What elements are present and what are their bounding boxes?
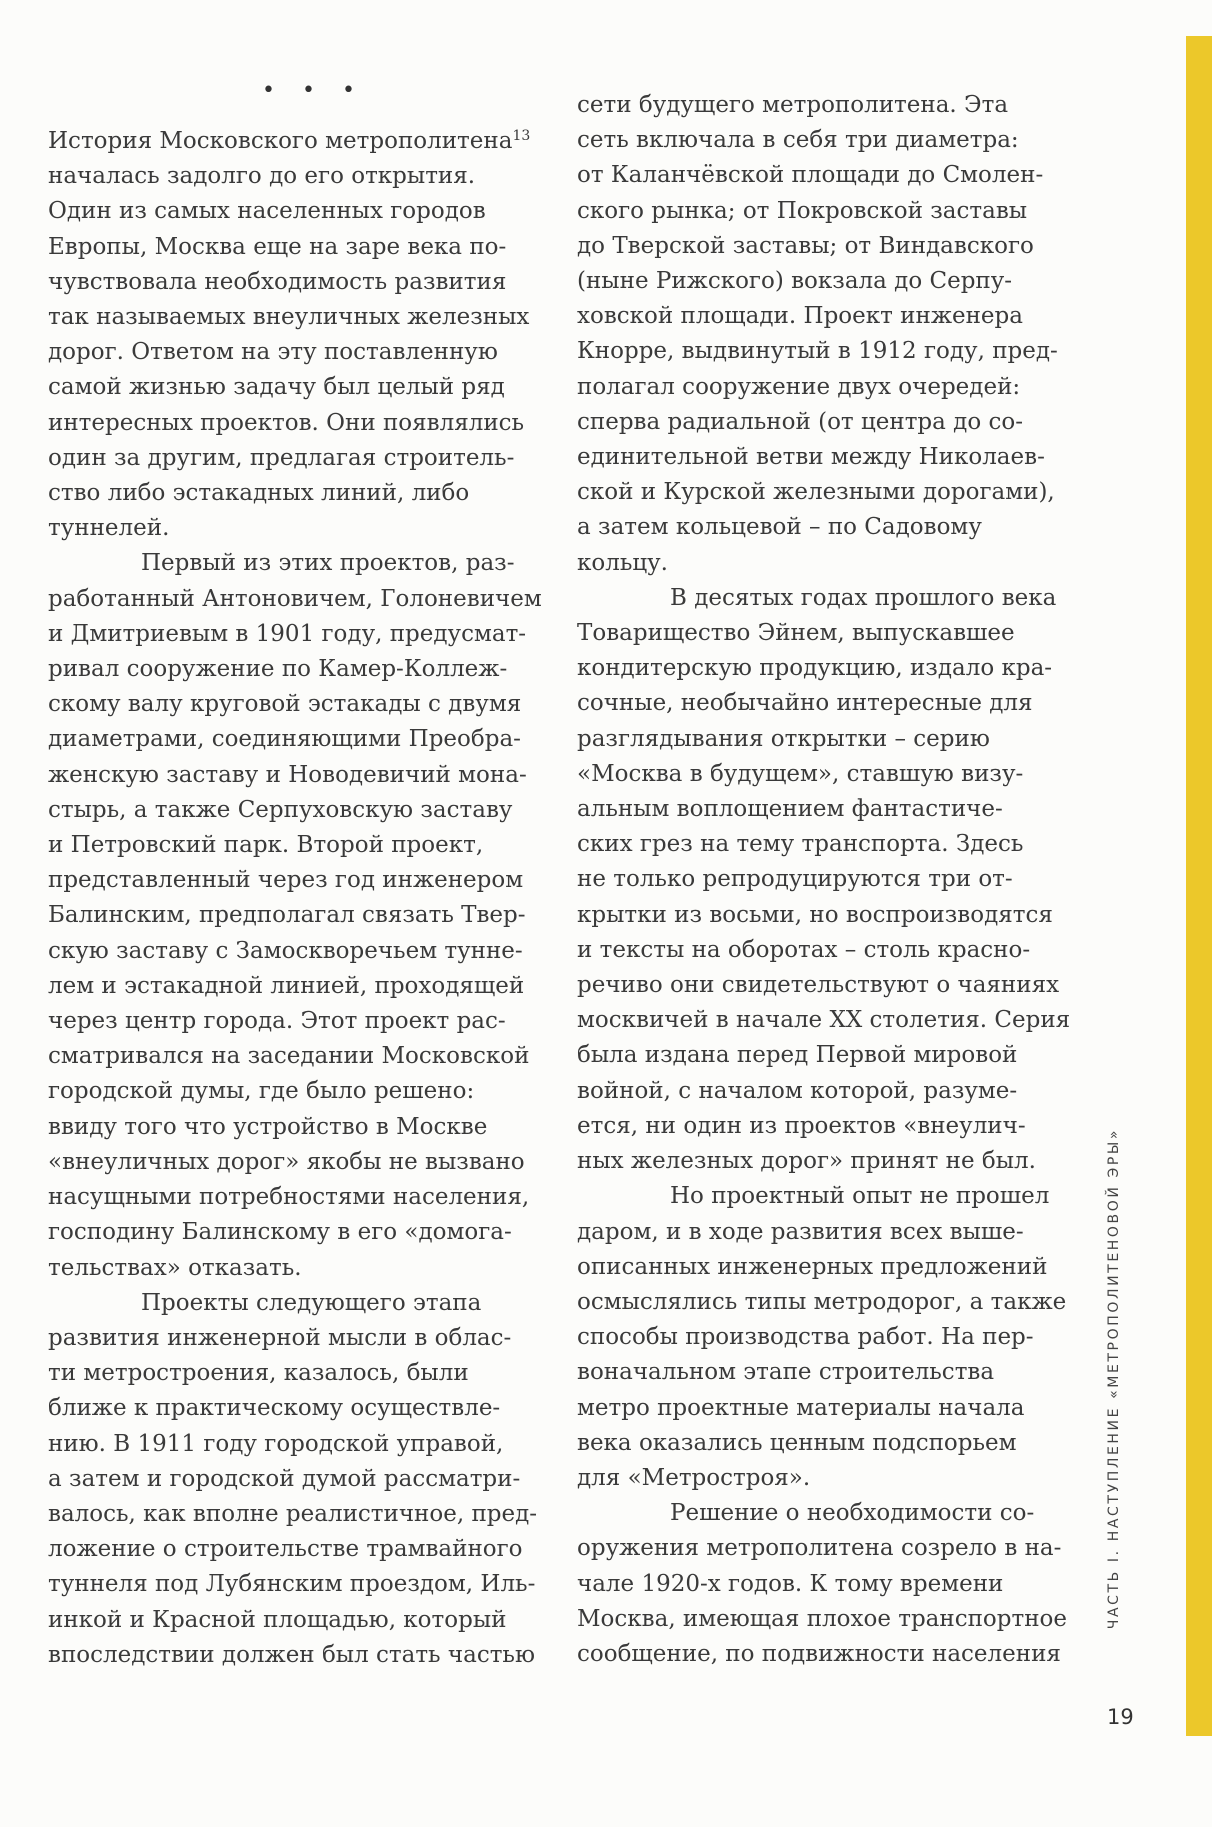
right-column (577, 88, 1071, 1672)
text-line-content: туннеля под Лубянским проездом, Иль- (48, 1571, 536, 1598)
text-line-content: (ныне Рижского) вокзала до Серпу- (577, 268, 1013, 295)
text-line (48, 406, 525, 441)
text-line-content: городской думы, где было решено: (48, 1078, 475, 1105)
text-line (48, 1356, 498, 1391)
text-line (48, 1215, 512, 1250)
text-line (577, 1250, 1048, 1285)
text-line (48, 1110, 498, 1145)
text-line-content: от Каланчёвской площади до Смолен- (577, 162, 1044, 189)
text-line (577, 1320, 1034, 1355)
text-line (577, 370, 1027, 405)
text-line-content: интересных проектов. Они появлялись (48, 409, 525, 436)
text-line-content: туннелей. (48, 515, 170, 542)
text-line (577, 299, 1027, 334)
text-line (48, 1567, 536, 1602)
text-line-content: Но проектный опыт не прошел (670, 1183, 1050, 1210)
text-line-content: для «Метростроя». (577, 1464, 811, 1491)
text-line (48, 582, 542, 617)
text-line-content: ского рынка; от Покровской заставы (577, 197, 1028, 224)
text-line (577, 651, 1053, 686)
text-line (48, 194, 498, 229)
text-line-content: впоследствии должен был стать частью (48, 1641, 535, 1668)
text-line (577, 88, 1027, 123)
text-line (48, 1391, 501, 1426)
text-line-content: войной, с началом которой, разуме- (577, 1077, 1018, 1104)
text-line (577, 158, 1044, 193)
text-line-content: ложение о строительстве трамвайного (48, 1536, 523, 1563)
text-line-content: крытки из восьми, но воспроизводятся (577, 901, 1053, 928)
text-line (577, 1391, 1027, 1426)
text-line (48, 300, 530, 335)
text-line-content: осмыслялись типы метродорог, а также (577, 1288, 1067, 1315)
text-line-content: Кнорре, выдвинутый в 1912 году, пред- (577, 338, 1058, 365)
text-line-content: лем и эстакадной линией, проходящей (48, 972, 525, 999)
text-line (577, 510, 1027, 545)
text-line (48, 758, 527, 793)
text-line-content: стырь, а также Серпуховскую заставу (48, 796, 513, 823)
text-line-content: так называемых внеуличных железных (48, 304, 530, 331)
text-line (577, 123, 1027, 158)
text-line (48, 1321, 512, 1356)
text-line (48, 1532, 523, 1567)
text-line (48, 476, 498, 511)
text-line (48, 441, 515, 476)
text-line-content: Проекты следующего этапа (141, 1289, 482, 1316)
text-line (48, 1251, 498, 1286)
text-line (577, 1637, 1061, 1672)
text-line (577, 1144, 1036, 1179)
text-line-content: «внеуличных дорог» якобы не вызвано (48, 1148, 525, 1175)
page-number: 19 (1107, 1705, 1134, 1729)
text-line-content: чале 1920-х годов. К тому времени (577, 1570, 1004, 1597)
text-line-content: полагал сооружение двух очередей: (577, 373, 1021, 400)
section-ornament: • • • (262, 78, 365, 103)
text-line-content: дорог. Ответом на эту поставленную (48, 339, 498, 366)
text-line-content: ских грез на тему транспорта. Здесь (577, 831, 1024, 858)
text-line-content: ввиду того что устройство в Москве (48, 1113, 488, 1140)
text-line (48, 934, 523, 969)
text-line-content: инкой и Красной площадью, который (48, 1606, 507, 1633)
text-line (577, 334, 1058, 369)
text-line-content: ется, ни один из проектов «внеулич- (577, 1112, 1026, 1139)
text-line (48, 722, 521, 757)
text-line (577, 1109, 1027, 1144)
text-line-content: а затем кольцевой – по Садовому (577, 514, 982, 541)
accent-bar (1186, 36, 1212, 1736)
text-line (577, 1602, 1068, 1637)
text-line-content: работанный Антоновичем, Голоневичем (48, 585, 542, 612)
text-line-content: «Москва в будущем», ставшую визу- (577, 760, 1024, 787)
text-line (577, 1567, 1027, 1602)
text-line-content: скому валу круговой эстакады с двумя (48, 691, 522, 718)
text-line (577, 1003, 1071, 1038)
text-line (577, 229, 1034, 264)
text-line (577, 898, 1053, 933)
text-line-content: ных железных дорог» принят не был. (577, 1148, 1036, 1175)
footnote-marker[interactable]: 13 (512, 128, 531, 144)
text-line (577, 1215, 1027, 1250)
text-line (48, 652, 508, 687)
text-line-content: сочные, необычайно интересные для (577, 690, 1033, 717)
text-line (48, 863, 524, 898)
text-line-content: скую заставу с Замоскворечьем туннe- (48, 937, 523, 964)
text-line-content: ской и Курской железными дорогами), (577, 479, 1055, 506)
text-line (577, 827, 1027, 862)
text-line-content: развития инженерной мысли в облас- (48, 1324, 512, 1351)
left-column (48, 124, 542, 1673)
text-line (48, 1497, 538, 1532)
text-line (48, 828, 498, 863)
text-line-content: Товарищество Эйнем, выпускавшее (577, 620, 1015, 647)
text-line (48, 511, 498, 546)
text-line (577, 440, 1045, 475)
text-line-content: до Тверской заставы; от Виндавского (577, 232, 1034, 259)
text-line (48, 265, 507, 300)
text-line-content: самой жизнью задачу был целый ряд (48, 374, 505, 401)
text-line (577, 1531, 1062, 1566)
text-line-content: была издана перед Первой мировой (577, 1042, 1018, 1069)
text-line (577, 616, 1027, 651)
text-line (577, 1426, 1027, 1461)
text-line (48, 793, 513, 828)
text-line-content: ховской площади. Проект инженера (577, 303, 1023, 330)
text-line-content: тельствах» отказать. (48, 1254, 302, 1281)
text-line (48, 1427, 504, 1462)
text-line (577, 792, 1027, 827)
text-line-content: сообщение, по подвижности населения (577, 1640, 1061, 1667)
text-line-content: воначальном этапе строительства (577, 1359, 995, 1386)
text-line-content: и Дмитриевым в 1901 году, предусмат- (48, 620, 527, 647)
text-line (48, 546, 515, 581)
text-line (577, 1355, 1027, 1390)
text-line-content: чувствовала необходимость развития (48, 268, 507, 295)
text-line (48, 969, 525, 1004)
text-line-content: сперва радиальной (от центра до со- (577, 408, 1023, 435)
text-line-content: кольцу. (577, 549, 668, 576)
text-line-content: метро проектные материалы начала (577, 1394, 1025, 1421)
text-line-content: В десятых годах прошлого века (670, 584, 1057, 611)
text-line-content: и тексты на оборотах – столь красно- (577, 936, 1031, 963)
text-line (48, 1180, 530, 1215)
text-line (48, 370, 505, 405)
text-line (48, 124, 531, 159)
text-line-content: представленный через год инженером (48, 867, 524, 894)
text-line-content: даром, и в ходе развития всех выше- (577, 1218, 1024, 1245)
text-line-content: не только репродуцируются три от- (577, 866, 1013, 893)
text-line (48, 898, 526, 933)
text-line-content: женскую заставу и Новодевичий мона- (48, 761, 527, 788)
text-line (48, 1039, 530, 1074)
text-line-content: диаметрами, соединяющими Преобра- (48, 726, 521, 753)
text-line-content: века оказались ценным подспорьем (577, 1429, 1017, 1456)
text-line-content: один за другим, предлагая строитель- (48, 444, 515, 471)
text-line (577, 862, 1027, 897)
text-line-content: История Московского метрополитена (48, 128, 513, 154)
text-line-content: Балинским, предполагал связать Твер- (48, 902, 526, 929)
text-line-content: сеть включала в себя три диаметра: (577, 127, 1019, 154)
text-line (577, 757, 1027, 792)
text-line-content: через центр города. Этот проект рас- (48, 1008, 506, 1035)
text-line-content: господину Балинскому в его «домога- (48, 1219, 512, 1246)
text-line-content: Москва, имеющая плохое транспортное (577, 1605, 1068, 1632)
text-line (577, 933, 1031, 968)
text-line (48, 1074, 498, 1109)
text-line-content: способы производства работ. На пер- (577, 1324, 1034, 1351)
text-line (577, 686, 1033, 721)
text-line (577, 405, 1027, 440)
text-line-content: москвичей в начале XX столетия. Серия (577, 1007, 1071, 1034)
text-line (48, 1638, 535, 1673)
text-line (48, 335, 498, 370)
text-line (48, 1603, 507, 1638)
text-line-content: кондитерскую продукцию, издало кра- (577, 655, 1053, 682)
text-line-content: сматривался на заседании Московской (48, 1043, 530, 1070)
text-line (48, 687, 522, 722)
text-line-content: речиво они свидетельствуют о чаяниях (577, 972, 1060, 999)
text-line (577, 968, 1060, 1003)
running-head: ЧАСТЬ I. НАСТУПЛЕНИЕ «МЕТРОПОЛИТЕНОВОЙ ЭРЫ» (1106, 1128, 1122, 1630)
text-line (577, 475, 1055, 510)
text-line-content: сети будущего метрополитена. Эта (577, 92, 1009, 118)
text-line (48, 1145, 525, 1180)
text-line (48, 1004, 506, 1039)
text-line (48, 1462, 521, 1497)
text-line (577, 1461, 1027, 1496)
text-line (577, 546, 1027, 581)
text-line-content: альным воплощением фантастичe- (577, 796, 1003, 823)
text-line-content: Один из самых населенных городов (48, 198, 486, 225)
text-line (48, 617, 527, 652)
text-line (577, 194, 1027, 229)
text-line-content: ривал сооружение по Камер-Коллеж- (48, 656, 508, 683)
text-line (577, 1038, 1027, 1073)
text-line (577, 264, 1027, 299)
text-line-content: ство либо эстакадных линий, либо (48, 480, 470, 507)
text-line-content: ближе к практическому осуществле- (48, 1395, 501, 1422)
text-line-content: описанных инженерных предложений (577, 1253, 1048, 1280)
text-line (577, 1285, 1067, 1320)
text-line (48, 1286, 498, 1321)
text-line (577, 1179, 1050, 1214)
text-line-content: Решение о необходимости со- (670, 1500, 1035, 1527)
text-line (48, 230, 507, 265)
text-line-content: началась задолго до его открытия. (48, 163, 476, 190)
text-line-content: единительной ветви между Николаев- (577, 444, 1045, 471)
text-line-content: Первый из этих проектов, раз- (141, 550, 515, 577)
text-line-content: оружения метрополитена созрело в на- (577, 1535, 1062, 1562)
text-line-content: Европы, Москва еще на заре века по- (48, 233, 507, 260)
text-line-content: и Петровский парк. Второй проект, (48, 832, 484, 859)
text-line (577, 1496, 1035, 1531)
text-line (577, 722, 1027, 757)
text-line-content: а затем и городской думой рассматри- (48, 1465, 521, 1492)
text-line-content: нию. В 1911 году городской управой, (48, 1430, 504, 1457)
text-line (577, 581, 1057, 616)
text-line-content: насущными потребностями населения, (48, 1184, 530, 1211)
text-line (48, 159, 498, 194)
text-line-content: разглядывания открытки – серию (577, 725, 990, 752)
text-line (577, 1074, 1027, 1109)
text-line-content: ти метростроения, казалось, были (48, 1360, 469, 1387)
text-line-content: валось, как вполне реалистичное, пред- (48, 1500, 538, 1527)
